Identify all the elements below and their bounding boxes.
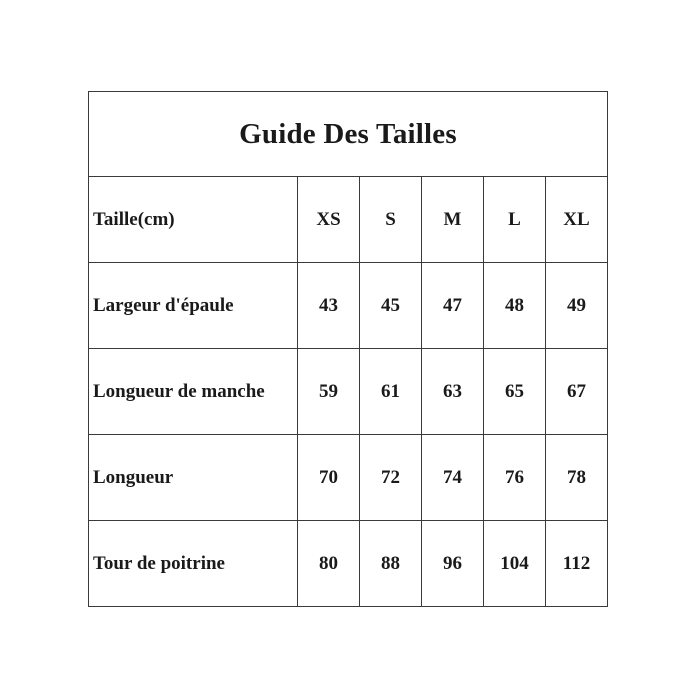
row-label-shoulder-width: Largeur d'épaule: [89, 263, 298, 349]
table-cell: 76: [484, 435, 546, 521]
table-cell: 78: [546, 435, 608, 521]
table-cell: 70: [298, 435, 360, 521]
table-cell: 104: [484, 521, 546, 607]
header-row: [89, 177, 608, 263]
table-cell: 88: [360, 521, 422, 607]
table-row: [89, 435, 608, 521]
table-cell: 61: [360, 349, 422, 435]
size-header-l: L: [484, 177, 546, 263]
row-label-length: Longueur: [89, 435, 298, 521]
table-cell: 43: [298, 263, 360, 349]
size-header-xl: XL: [546, 177, 608, 263]
table-cell: 63: [422, 349, 484, 435]
size-guide-table: [88, 91, 608, 607]
table-title: Guide Des Tailles: [89, 92, 608, 177]
size-header-s: S: [360, 177, 422, 263]
table-cell: 47: [422, 263, 484, 349]
size-header-xs: XS: [298, 177, 360, 263]
table-cell: 65: [484, 349, 546, 435]
table-cell: 72: [360, 435, 422, 521]
table-row: [89, 263, 608, 349]
table-cell: 45: [360, 263, 422, 349]
table-cell: 74: [422, 435, 484, 521]
size-header-m: M: [422, 177, 484, 263]
row-label-sleeve-length: Longueur de manche: [89, 349, 298, 435]
table-cell: 67: [546, 349, 608, 435]
table-cell: 96: [422, 521, 484, 607]
table-cell: 112: [546, 521, 608, 607]
table-row: [89, 521, 608, 607]
table-row: [89, 349, 608, 435]
table-cell: 48: [484, 263, 546, 349]
row-label-chest: Tour de poitrine: [89, 521, 298, 607]
header-label: Taille(cm): [89, 177, 298, 263]
table-cell: 59: [298, 349, 360, 435]
table-cell: 49: [546, 263, 608, 349]
table-cell: 80: [298, 521, 360, 607]
title-row: [89, 92, 608, 177]
